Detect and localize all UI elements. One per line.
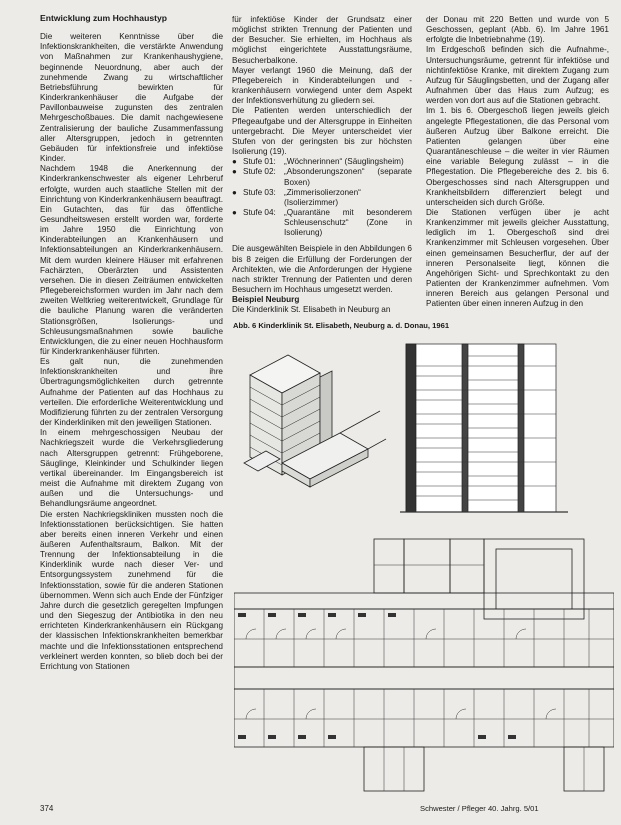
paragraph: Die Stationen verfügen über je acht Krankenzimmer mit jeweils gleicher Ausstattung, lediglich im 1. Obergeschoß sind drei Krankenzimmer mit Schleusen vorgesehen. Über einen gemeinsamen Besucherflur, der auf der inneren Personalseite liegt, können die Angehörigen Sicht- und Sprechkontakt zu den Patienten der Krankenzimmer aufnehmen. Vom inneren Bereich aus gelangen Personal und Patienten über einen inneren Aufzug in den [426,207,609,309]
paragraph: Die Patienten werden unterschiedlich der Pflegeaufgabe und der Altersgruppe in Einheiten untergebracht. Die Meyer unterscheidet vier Stufen von der geringsten bis zur höchsten Isolierung (19). [232,106,412,157]
text-column-1 [40,13,223,672]
stage-label: Stufe 03: [243,187,276,197]
paragraph: Mayer verlangt 1960 die Meinung, daß der Pflegebereich in Kinderabteilungen und -krankenhäusern vorwiegend unter dem Aspekt der Infektionsverhütung zu gliedern sei. [232,65,412,106]
paragraph: Die ausgewählten Beispiele in den Abbildungen 6 bis 8 zeigen die Erfüllung der Forderungen der Architekten, wie die Anforderungen der Hygiene nach strikter Trennung der Patienten und deren Besuchern im Hochhaus umgesetzt werden. [232,244,412,295]
isolation-stage-list [232,157,412,238]
stage-label: Stufe 04: [243,207,276,217]
paragraph: Die ersten Nachkriegskliniken mussten noch die Infektionsstationen berücksichtigen. Sie hatten aber bereits einen inneren Verkehr und einen äußeren Aufenthaltsraum, Balkon. Mit der Trennung der Infektionsabteilung in die Kinderklinik wurde nach dieser Ver- und Entsorgungssystem zunehmend für die Infektionsstation, sowie für die anderen Stationen übernommen. Wenn sich auch Ende der Fünfziger Jahre durch die gesetzlich geregelten Impfungen und den Siegeszug der Antibiotika in den neu errichteten Kinderkrankenhäusern ein Rückgang der klassischen Infektionskrankheiten bemerkbar machte und die Infektionsstationen entsprechend verkleinert werden konnten, so blieb doch bei der Errichtung von Stationen [40,509,223,671]
bullet-icon: ● [232,157,237,167]
stage-label: Stufe 02: [243,167,276,177]
journal-footer: Schwester / Pfleger 40. Jahrg. 5/01 [420,804,539,813]
building-section-drawing [392,336,582,526]
text-column-2 [232,15,412,316]
page-number: 374 [40,804,54,813]
text-column-3 [426,15,609,310]
paragraph: Im Erdgeschoß befinden sich die Aufnahme-, Untersuchungsräume, getrennt für infektiöse und nichtinfektiöse Kranke, mit direktem Zugang zum Aufzug für Säuglingsbetten, und der Zugang aller Aufnahmen über das Haus zum Aufzug; es werden von dort aus auf die Stationen gebracht. [426,45,609,106]
bullet-icon: ● [232,187,237,197]
bullet-icon: ● [232,167,237,177]
building-axonometric-drawing [240,345,390,495]
paragraph: für infektiöse Kinder der Grundsatz einer möglichst strikten Trennung der Patienten und der Besucher. Sie erhielten, im Hochhaus als möglichst eingerichtete Ausstattungsräume, Besucherbalkone. [232,15,412,65]
paragraph: Es galt nun, die zunehmenden Infektionskrankheiten und ihre Übertragungsmöglichkeiten durch getrennte Aufnahme der Patienten auf das Hochhaus zu verteilen. Die erforderliche Weiterentwicklung und Modifizierung führten zu der zentralen Versorgung der Kinderkliniken mit den jeweiligen Stationen. [40,357,223,428]
list-item [232,167,412,187]
list-item [232,208,412,238]
section-heading: Entwicklung zum Hochhaustyp [40,13,168,23]
stage-text: „Zimmerisolierzonen“ (Isolierzimmer) [284,187,361,207]
floor-plan-drawing [234,535,614,797]
paragraph: Im 1. bis 6. Obergeschoß liegen jeweils gleich angelegte Pflegestationen, die das Personal vom äußeren Aufzug über Balkone erreicht. Die Patienten gelangen über eine Quarantäneschleuse – die weiter in vier Räumen eine variable Belegung zulässt – in die Pflegestation. Die Pflegebereiche des 2. bis 6. Obergeschosses sind nach Altersgruppen und Krankheitsbildern differenziert belegt und unterscheiden sich durch Größe. [426,106,609,207]
figure-caption: Abb. 6 Kinderklinik St. Elisabeth, Neuburg a. d. Donau, 1961 [233,321,450,330]
paragraph: der Donau mit 220 Betten und wurde von 5 Geschossen, geplant (Abb. 6). Im Jahre 1961 erfolgte die Inbetriebnahme (19). [426,15,609,45]
subsection-heading: Beispiel Neuburg [232,295,300,305]
stage-text: „Wöchnerinnen“ (Säuglingsheim) [284,157,404,167]
list-item [232,157,412,167]
stage-text: „Quarantäne mit besonderem Schleusenschutz“ (Zone in Isolierung) [284,207,412,238]
stage-text: „Absonderungszonen“ (separate Boxen) [284,167,412,187]
paragraph: Nachdem 1948 die Anerkennung der Kinderkrankenschwester als eigener Lehrberuf erfolgte, wurden auch staatliche Stellen mit der Einrichtung von Kinderkrankenhäusern beauftragt. Ein Gutachten, das für das öffentliche Gesundheitswesen erstellt worden war, forderte im Jahre 1950 die Einrichtung von Kinderabteilungen an Krankenhäusern und Infektionsabteilungen an Kinderkrankenhäusern. Mit dem wurden kleinere Häuser mit erfahrenen Fachärzten, Oberärzten und Assistenten versehen. Die in diesen Zeiträumen entwickelten Pflegebereichsformen wurden im Jahr nach dem zweiten Weltkrieg weiterentwickelt, Grundlage für die bauliche Planung waren die veränderten Stationsgrößen, Isolierungs- und Schleusungsmaßnahmen sowie bauliche Entwicklungen, die zu einer neuen Hochhausform für Kinderkrankenhäuser führten. [40,164,223,356]
paragraph: In einem mehrgeschossigen Neubau der Nachkriegszeit wurde die Verkehrsgliederung nach Altersgruppen getrennt: Frühgeborene, Säuglinge, Kleinkinder und Schulkinder liegen vertikal übereinander. Im Eingangsbereich ist meist die Aufnahme mit direktem Zugang von außen und die Untersuchungs- und Behandlungsräume angeordnet. [40,428,223,509]
paragraph: Die Kinderklinik St. Elisabeth in Neuburg an [232,305,391,315]
list-item [232,188,412,208]
paragraph: Die weiteren Kenntnisse über die Infektionskrankheiten, die verstärkte Anwendung von Maßnahmen zur Krankenhaushygiene, beginnende Neuordnung, aber auch der zunehmende Zwang zu wirtschaftlicher Betriebsführung bewirkten für Kinderkrankenhäuser die Aufgabe der Pavillonbauweise zugunsten des zentralen Mehrgeschoßbaues. Die damit nachgewiesene Zentralisierung der bauliche Zusammenfassung aller Altersgruppen, jedoch in getrennten Gebäuden für infektionsfreie und infektiöse Kinder. [40,32,223,164]
bullet-icon: ● [232,207,237,217]
stage-label: Stufe 01: [243,157,276,167]
